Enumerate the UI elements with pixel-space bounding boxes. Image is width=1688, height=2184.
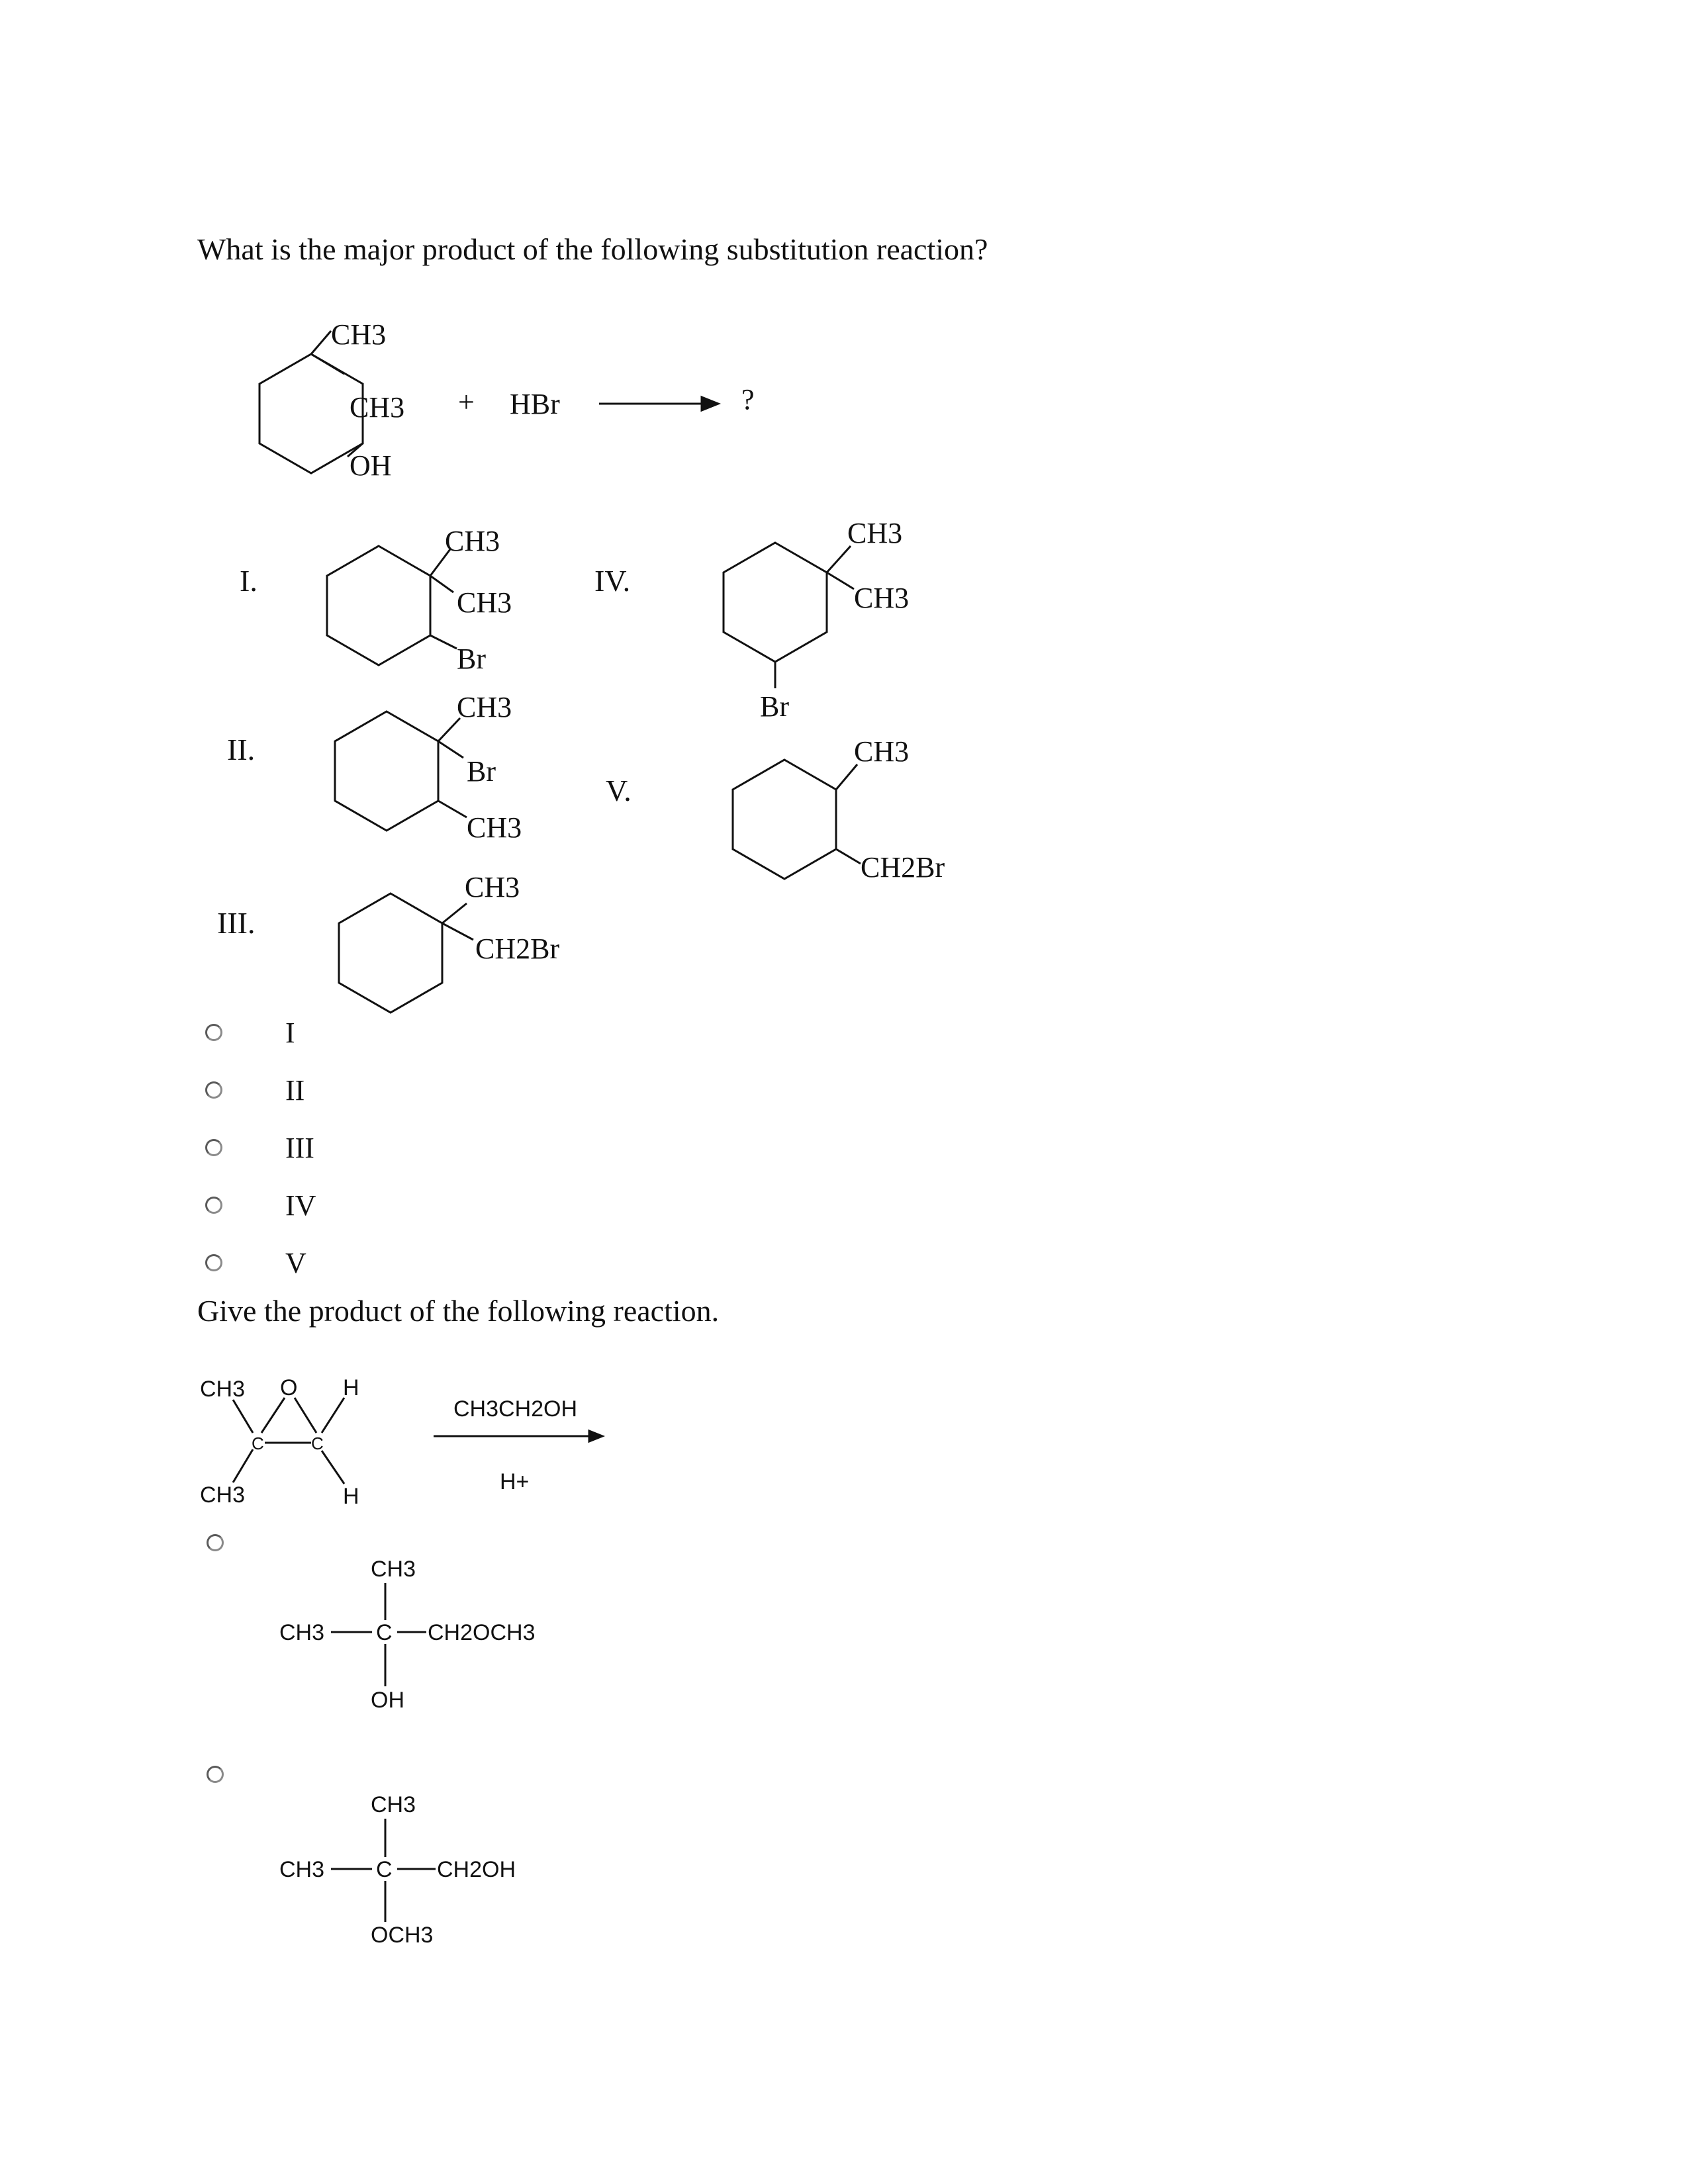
reaction-arrow xyxy=(599,397,718,410)
radio-option-iii[interactable] xyxy=(205,1139,222,1156)
structure-i-ch3-top: CH3 xyxy=(445,525,500,557)
choice-a-structure xyxy=(279,1557,535,1713)
radio-option-v[interactable] xyxy=(205,1254,222,1271)
reactant-structure xyxy=(259,318,404,482)
plus-sign: + xyxy=(458,386,475,418)
reagent-acid: H+ xyxy=(500,1469,530,1494)
radio-option-iv[interactable] xyxy=(205,1197,222,1214)
reactant-ch3-mid: CH3 xyxy=(350,391,405,424)
structure-iii-ch3: CH3 xyxy=(465,871,520,903)
reagent-hbr: HBr xyxy=(510,388,560,420)
unknown-product: ? xyxy=(741,383,755,416)
epoxide-ch3-bottom: CH3 xyxy=(200,1482,246,1508)
choice-b-ch3-left: CH3 xyxy=(279,1857,325,1882)
option-i-label: I xyxy=(285,1016,295,1049)
structure-v xyxy=(733,735,945,884)
structure-label-iv: IV. xyxy=(594,564,631,598)
structure-iii xyxy=(339,871,559,1013)
structure-ii-ch3-top: CH3 xyxy=(457,691,512,723)
reagent-ethanol: CH3CH2OH xyxy=(453,1396,578,1422)
structure-label-iii: III. xyxy=(217,906,256,940)
structure-label-v: V. xyxy=(606,774,632,807)
choice-a-carbon: C xyxy=(376,1620,393,1645)
radio-choice-b[interactable] xyxy=(207,1766,224,1783)
option-iii-label: III xyxy=(285,1131,314,1164)
option-v[interactable] xyxy=(205,1244,306,1281)
structure-iv xyxy=(724,517,909,723)
structure-i-br: Br xyxy=(457,643,486,675)
radio-option-i[interactable] xyxy=(205,1024,222,1041)
choice-b-structure xyxy=(279,1792,516,1948)
structure-iv-ch3-mid: CH3 xyxy=(854,582,910,614)
structure-ii-ch3-bottom: CH3 xyxy=(467,811,522,844)
option-ii-label: II xyxy=(285,1073,305,1107)
epoxide-carbon-2: C xyxy=(311,1433,324,1453)
structure-ii-br: Br xyxy=(467,755,496,788)
question-1-prompt: What is the major product of the following substitution reaction? xyxy=(197,232,988,266)
choice-a-ch3-left: CH3 xyxy=(279,1620,325,1645)
radio-choice-a[interactable] xyxy=(207,1534,224,1551)
structure-v-ch2br: CH2Br xyxy=(861,851,945,884)
reaction-arrow-2 xyxy=(434,1431,602,1441)
structure-v-ch3: CH3 xyxy=(854,735,910,768)
option-ii[interactable] xyxy=(205,1071,305,1109)
choice-a-ch2och3: CH2OCH3 xyxy=(428,1620,536,1645)
structure-iii-ch2br: CH2Br xyxy=(475,933,560,965)
epoxide-h-top: H xyxy=(343,1375,359,1400)
option-i[interactable] xyxy=(205,1014,295,1051)
choice-b-ch2oh: CH2OH xyxy=(437,1857,516,1882)
epoxide-structure xyxy=(200,1375,359,1509)
epoxide-ch3-top: CH3 xyxy=(200,1377,246,1402)
reactant-oh: OH xyxy=(350,449,392,482)
choice-a-ch3-top: CH3 xyxy=(371,1557,416,1582)
structure-ii xyxy=(335,691,522,844)
option-v-label: V xyxy=(285,1246,306,1279)
option-iii[interactable] xyxy=(205,1129,314,1166)
question-2-prompt: Give the product of the following reaction. xyxy=(197,1294,720,1328)
choice-b-och3: OCH3 xyxy=(371,1923,434,1948)
structure-iv-ch3-top: CH3 xyxy=(847,517,903,549)
reactant-ch3-top: CH3 xyxy=(331,318,387,351)
structure-label-i: I. xyxy=(240,564,258,598)
option-iv[interactable] xyxy=(205,1187,316,1224)
structure-iv-br: Br xyxy=(760,690,789,723)
structure-label-ii: II. xyxy=(227,733,256,766)
option-iv-label: IV xyxy=(285,1189,316,1222)
epoxide-carbon-1: C xyxy=(252,1433,264,1453)
epoxide-oxygen: O xyxy=(280,1375,298,1400)
structure-i xyxy=(327,525,512,675)
choice-a-oh: OH xyxy=(371,1688,404,1713)
radio-option-ii[interactable] xyxy=(205,1081,222,1099)
choice-b-ch3-top: CH3 xyxy=(371,1792,416,1817)
epoxide-h-bottom: H xyxy=(343,1484,359,1509)
structure-i-ch3-mid: CH3 xyxy=(457,586,512,619)
choice-b-carbon: C xyxy=(376,1857,393,1882)
